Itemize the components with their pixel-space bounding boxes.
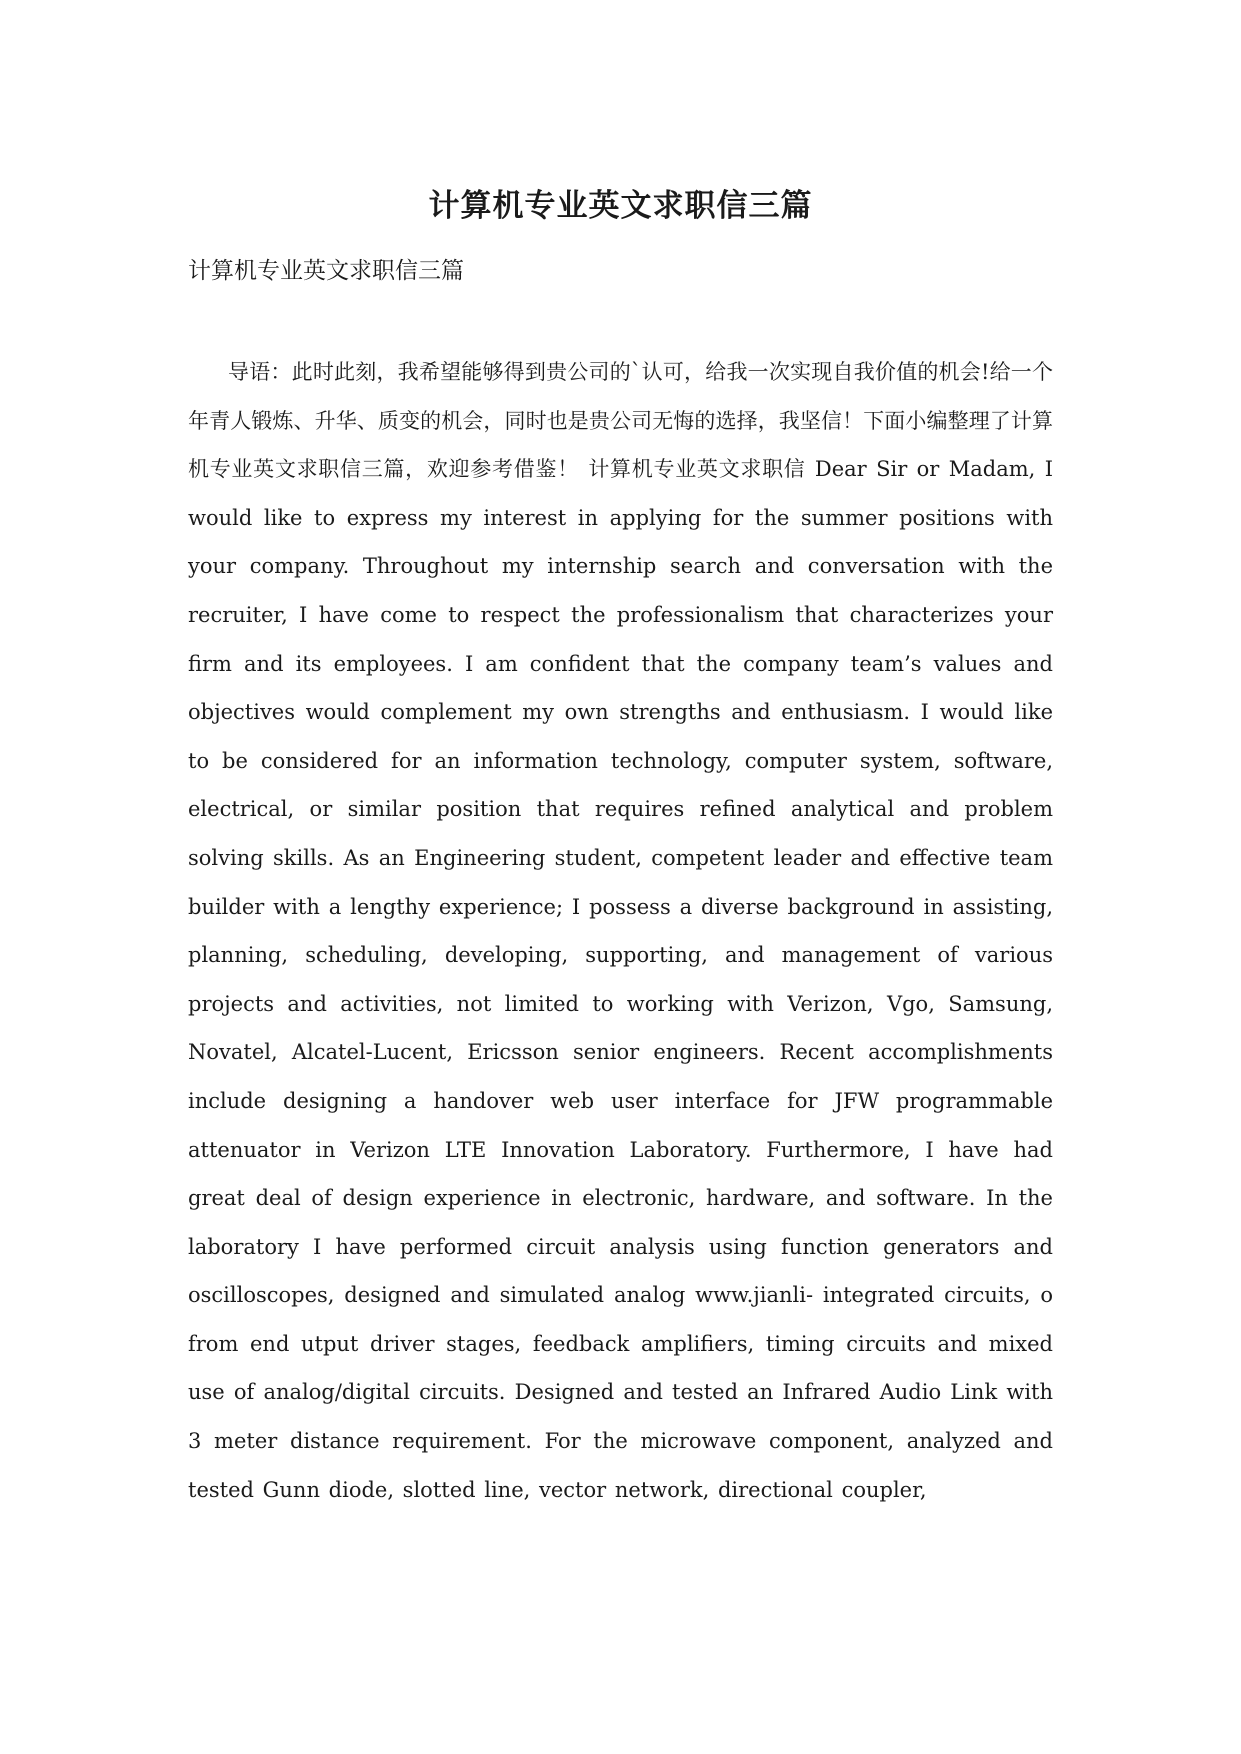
document-body-paragraph: 导语：此时此刻，我希望能够得到贵公司的`认可，给我一次实现自我价值的机会!给一个年青人锻炼、升华、质变的机会，同时也是贵公司无悔的选择，我坚信！下面小编整理了计算机专业英文求职信三篇，欢迎参考借鉴！ 计算机专业英文求职信 Dear Sir or Madam, I would like to express my interest in applying for the summer positions with your company. Throughout my internship search and conversation with the recruiter, I have come to respect the professionalism that characterizes your firm and its employees. I am confident that the company team’s values and objectives would complement my own strengths and enthusiasm. I would like to be considered for an information technology, computer system, software, electrical, or similar position that requires refined analytical and problem solving skills. As an Engineering student, competent leader and effective team builder with a lengthy experience; I possess a diverse background in assisting, planning, scheduling, developing, supporting, and management of various projects and activities, not limited to working with Verizon, Vgo, Samsung, Novatel, Alcatel-Lucent, Ericsson senior engineers. Recent accomplishments include designing a handover web user interface for JFW programmable attenuator in Verizon LTE Innovation Laboratory. Furthermore, I have had great deal of design experience in electronic, hardware, and software. In the laboratory I have performed circuit analysis using function generators and oscilloscopes, designed and simulated analog www.jianli- integrated circuits, o from end utput driver stages, feedback amplifiers, timing circuits and mixed use of analog/digital circuits. Designed and tested an Infrared Audio Link with 3 meter distance requirement. For the microwave component, analyzed and tested Gunn diode, slotted line, vector network, directional coupler, [188, 360, 1053, 1502]
document-subtitle: 计算机专业英文求职信三篇 [188, 258, 464, 284]
document-title: 计算机专业英文求职信三篇 [428, 188, 813, 224]
